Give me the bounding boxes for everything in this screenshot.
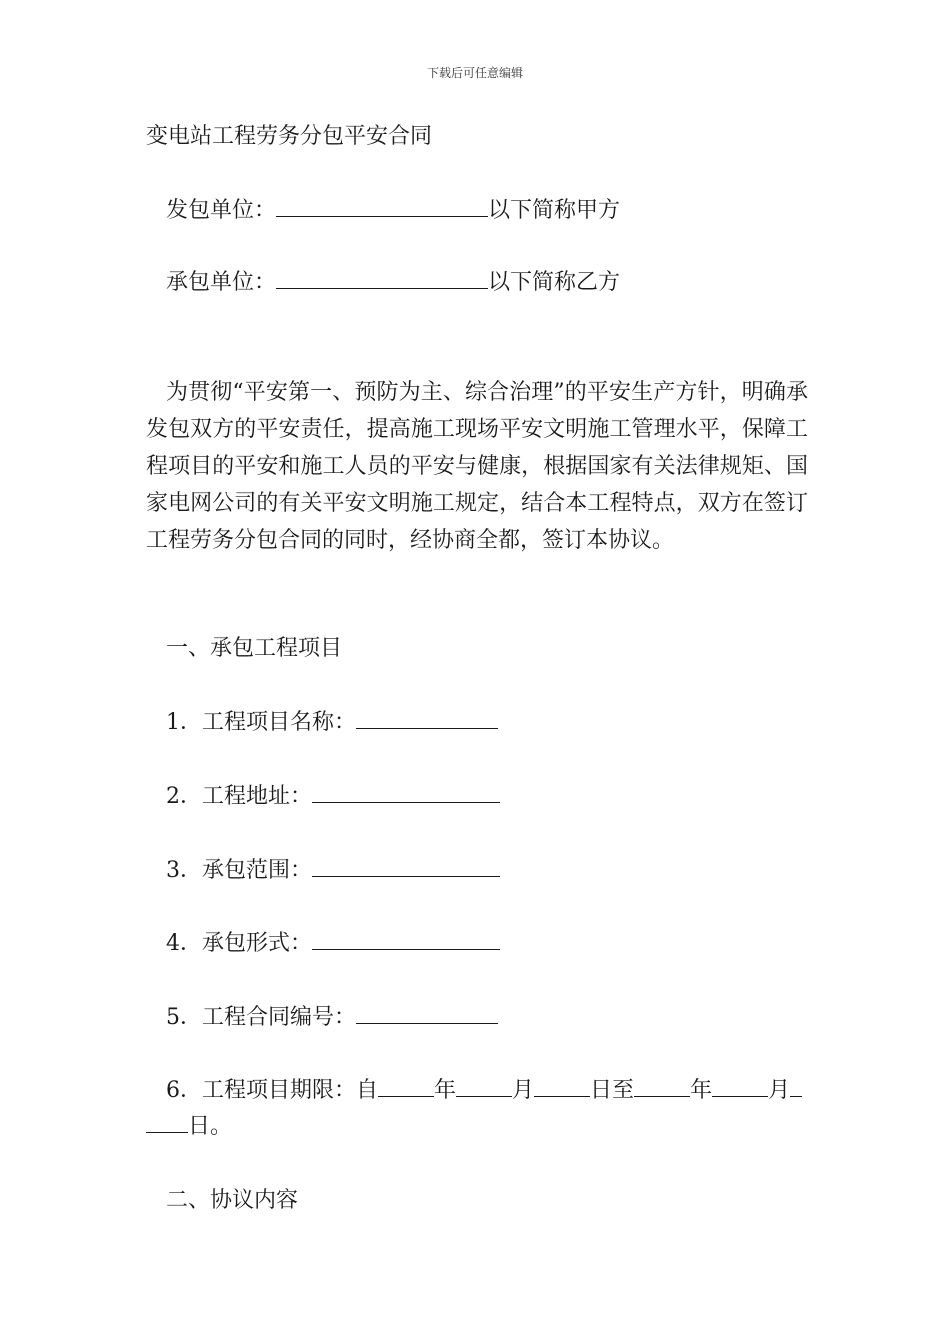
section2-heading: 二、协议内容: [166, 1188, 299, 1213]
term-continuation: [146, 1110, 232, 1142]
item-form: [166, 927, 500, 959]
year-unit: 年: [434, 1078, 457, 1103]
employer-line: [166, 194, 620, 226]
item-number: 6．: [166, 1078, 202, 1103]
term-end: 日。: [188, 1114, 233, 1139]
contractor-suffix: 以下简称乙方: [488, 270, 621, 295]
contract-number-blank[interactable]: [356, 1001, 498, 1024]
month-unit: 月: [768, 1078, 791, 1103]
end-year-blank[interactable]: [634, 1074, 690, 1097]
address-blank[interactable]: [312, 780, 500, 803]
day-to-unit: 日至: [590, 1078, 635, 1103]
project-name-blank[interactable]: [356, 706, 498, 729]
item-scope: [166, 854, 500, 886]
end-day-blank[interactable]: [146, 1110, 188, 1133]
item-number: 5．: [166, 1005, 202, 1030]
item-label: 承包形式：: [202, 931, 313, 956]
scope-blank[interactable]: [312, 854, 500, 877]
page-header-note: 下载后可任意编辑: [426, 66, 523, 80]
form-blank[interactable]: [312, 927, 500, 950]
item-label: 工程合同编号：: [202, 1005, 357, 1030]
start-month-blank[interactable]: [456, 1074, 512, 1097]
year-unit: 年: [690, 1078, 713, 1103]
end-day-blank-start[interactable]: [790, 1074, 802, 1097]
contractor-blank[interactable]: [276, 266, 488, 289]
term-label: 工程项目期限：自: [202, 1078, 379, 1103]
contractor-line: [166, 266, 620, 298]
item-number: 4．: [166, 931, 202, 956]
start-year-blank[interactable]: [378, 1074, 434, 1097]
item-label: 工程项目名称：: [202, 710, 357, 735]
end-month-blank[interactable]: [712, 1074, 768, 1097]
item-number: 3．: [166, 858, 202, 883]
item-project-name: [166, 706, 498, 738]
item-address: [166, 780, 500, 812]
month-unit: 月: [512, 1078, 535, 1103]
employer-blank[interactable]: [276, 194, 488, 217]
start-day-blank[interactable]: [534, 1074, 590, 1097]
item-label: 工程地址：: [202, 784, 313, 809]
item-label: 承包范围：: [202, 858, 313, 883]
document-title: 变电站工程劳务分包平安合同: [146, 124, 433, 149]
item-number: 2．: [166, 784, 202, 809]
employer-label: 发包单位：: [166, 198, 277, 223]
item-number: 1．: [166, 710, 202, 735]
contractor-label: 承包单位：: [166, 270, 277, 295]
item-term: [166, 1074, 802, 1106]
employer-suffix: 以下简称甲方: [488, 198, 621, 223]
intro-paragraph: 为贯彻“平安第一、预防为主、综合治理”的平安生产方针，明确承发包双方的平安责任，提高施工现场平安文明施工管理水平，保障工程项目的平安和施工人员的平安与健康，根据国家有关法律规矩、国家电网公司的有关平安文明施工规定，结合本工程特点，双方在签订工程劳务分包合同的同时，经协商全都，签订本协议。: [146, 380, 808, 553]
section1-heading: 一、承包工程项目: [166, 636, 343, 661]
item-contract-number: [166, 1001, 498, 1033]
